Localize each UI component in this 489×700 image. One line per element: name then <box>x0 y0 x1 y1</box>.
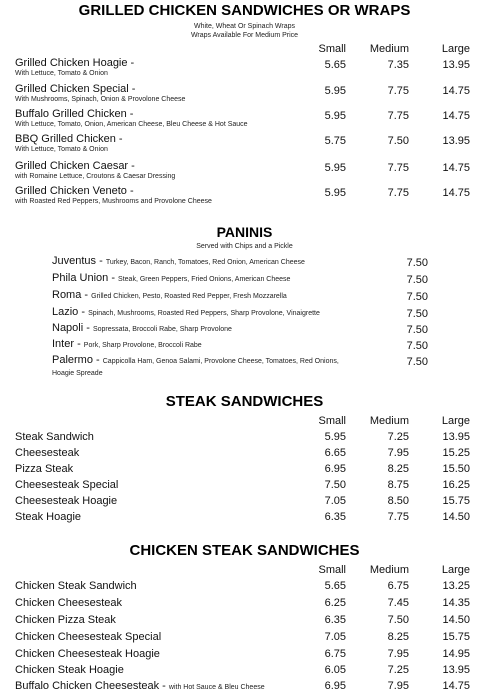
price: 7.50 <box>406 291 428 303</box>
section-title-grilled-chicken: GRILLED CHICKEN SANDWICHES OR WRAPS <box>78 2 411 19</box>
price-large: 13.95 <box>442 59 470 71</box>
section-title-steak: STEAK SANDWICHES <box>165 393 324 410</box>
price-large: 15.75 <box>442 495 470 507</box>
price-small: 6.05 <box>324 664 346 676</box>
price-medium: 8.75 <box>387 479 409 491</box>
price-medium: 7.75 <box>387 110 409 122</box>
price-large: 14.50 <box>442 614 470 626</box>
price-large: 13.95 <box>442 135 470 147</box>
price-large: 15.50 <box>442 463 470 475</box>
panini-line <box>52 290 352 302</box>
column-header-large: Large <box>441 43 470 55</box>
price-large: 15.25 <box>442 447 470 459</box>
item-name: Chicken Cheesesteak <box>15 597 123 609</box>
item-description: Grilled Chicken, Pesto, Roasted Red Pepper, Fresh Mozzarella <box>91 293 287 300</box>
item-description: Pork, Sharp Provolone, Broccoli Rabe <box>83 342 202 349</box>
price-large: 15.75 <box>442 631 470 643</box>
item-name: Buffalo Chicken Cheesesteak - <box>15 680 166 692</box>
item-name: Grilled Chicken Hoagie - <box>15 57 135 69</box>
price-medium: 7.95 <box>387 447 409 459</box>
item-description: Sopressata, Broccoli Rabe, Sharp Provolone <box>92 326 232 333</box>
item-description: with Roasted Red Peppers, Mushrooms and Provolone Cheese <box>15 198 212 205</box>
item-name: Chicken Pizza Steak <box>15 614 116 626</box>
price-large: 14.95 <box>442 648 470 660</box>
column-header-medium: Medium <box>369 43 409 55</box>
price-small: 5.95 <box>324 187 346 199</box>
item-name: BBQ Grilled Chicken - <box>15 133 123 145</box>
price: 7.50 <box>406 324 428 336</box>
item-name: Cheesesteak Special <box>15 479 119 491</box>
price-large: 13.95 <box>442 664 470 676</box>
item-line <box>15 680 265 692</box>
price-medium: 7.75 <box>387 162 409 174</box>
price: 7.50 <box>406 356 428 368</box>
item-description: With Mushrooms, Spinach, Onion & Provolone Cheese <box>15 96 186 103</box>
price-large: 14.50 <box>442 511 470 523</box>
panini-line <box>52 323 352 335</box>
price-medium: 7.50 <box>387 135 409 147</box>
price-medium: 8.50 <box>387 495 409 507</box>
panini-line <box>52 339 352 351</box>
price: 7.50 <box>406 340 428 352</box>
item-description: with Romaine Lettuce, Croutons & Caesar Dressing <box>15 173 176 180</box>
item-description: With Lettuce, Tomato & Onion <box>15 146 108 153</box>
column-header-small: Small <box>318 415 346 427</box>
item-name: Steak Sandwich <box>15 431 94 443</box>
price-small: 7.50 <box>324 479 346 491</box>
section-title-paninis: PANINIS <box>216 224 273 240</box>
price-large: 14.75 <box>442 187 470 199</box>
item-description: With Lettuce, Tomato, Onion, American Cheese, Bleu Cheese & Hot Sauce <box>15 121 248 128</box>
column-header-large: Large <box>441 564 470 576</box>
panini-line <box>52 355 352 379</box>
item-name: Lazio - <box>52 306 86 318</box>
price-small: 6.25 <box>324 597 346 609</box>
price-small: 6.95 <box>324 680 346 692</box>
item-name: Chicken Cheesesteak Special <box>15 631 162 643</box>
item-name: Buffalo Grilled Chicken - <box>15 108 134 120</box>
price-small: 5.95 <box>324 110 346 122</box>
price-small: 7.05 <box>324 631 346 643</box>
price: 7.50 <box>406 257 428 269</box>
column-header-large: Large <box>441 415 470 427</box>
column-header-medium: Medium <box>369 564 409 576</box>
item-name: Steak Hoagie <box>15 511 82 523</box>
item-name: Grilled Chicken Caesar - <box>15 160 135 172</box>
price-medium: 7.75 <box>387 85 409 97</box>
section-title-chicken-steak: CHICKEN STEAK SANDWICHES <box>129 542 360 559</box>
item-name: Inter - <box>52 338 81 350</box>
panini-line <box>52 307 352 319</box>
price-medium: 8.25 <box>387 631 409 643</box>
price-medium: 7.25 <box>387 664 409 676</box>
price-medium: 6.75 <box>387 580 409 592</box>
column-header-small: Small <box>318 43 346 55</box>
panini-line <box>52 256 352 268</box>
price-medium: 8.25 <box>387 463 409 475</box>
item-name: Roma - <box>52 289 89 301</box>
price-medium: 7.25 <box>387 431 409 443</box>
price-large: 14.75 <box>442 85 470 97</box>
item-name: Phila Union - <box>52 272 115 284</box>
column-header-small: Small <box>318 564 346 576</box>
wraps-subtitle-2: Wraps Available For Medium Price <box>190 32 299 39</box>
price-large: 14.75 <box>442 162 470 174</box>
item-name: Cheesesteak <box>15 447 80 459</box>
price-large: 14.75 <box>442 110 470 122</box>
price-small: 7.05 <box>324 495 346 507</box>
price-medium: 7.95 <box>387 648 409 660</box>
price-large: 14.75 <box>442 680 470 692</box>
price-small: 5.75 <box>324 135 346 147</box>
item-name: Cheesesteak Hoagie <box>15 495 118 507</box>
item-description: Steak, Green Peppers, Fried Onions, American Cheese <box>118 276 291 283</box>
panini-line <box>52 273 352 285</box>
price-small: 6.65 <box>324 447 346 459</box>
item-description: with Hot Sauce & Bleu Cheese <box>168 684 265 691</box>
price-medium: 7.75 <box>387 511 409 523</box>
item-description: Spinach, Mushrooms, Roasted Red Peppers, Sharp Provolone, Vinaigrette <box>88 310 320 317</box>
item-name: Napoli - <box>52 322 90 334</box>
item-name: Chicken Cheesesteak Hoagie <box>15 648 160 660</box>
item-name: Palermo - <box>52 354 100 366</box>
price-small: 5.95 <box>324 431 346 443</box>
price: 7.50 <box>406 308 428 320</box>
price-large: 16.25 <box>442 479 470 491</box>
price-medium: 7.75 <box>387 187 409 199</box>
price-small: 5.65 <box>324 59 346 71</box>
price-small: 5.65 <box>324 580 346 592</box>
price-medium: 7.95 <box>387 680 409 692</box>
column-header-medium: Medium <box>369 415 409 427</box>
price-medium: 7.45 <box>387 597 409 609</box>
item-description: Cappicolla Ham, Genoa Salami, Provolone Cheese, Tomatoes, Red Onions, Hoagie Spreade <box>52 358 339 377</box>
price-small: 5.95 <box>324 85 346 97</box>
item-name: Grilled Chicken Special - <box>15 83 136 95</box>
price-small: 6.95 <box>324 463 346 475</box>
price-small: 6.75 <box>324 648 346 660</box>
item-name: Juventus - <box>52 255 103 267</box>
price-large: 14.35 <box>442 597 470 609</box>
price-small: 6.35 <box>324 511 346 523</box>
price-large: 13.95 <box>442 431 470 443</box>
price-small: 6.35 <box>324 614 346 626</box>
item-name: Chicken Steak Hoagie <box>15 664 124 676</box>
item-name: Pizza Steak <box>15 463 74 475</box>
item-description: Turkey, Bacon, Ranch, Tomatoes, Red Onion, American Cheese <box>105 259 305 266</box>
price-medium: 7.50 <box>387 614 409 626</box>
wraps-subtitle-1: White, Wheat Or Spinach Wraps <box>193 23 296 30</box>
price-medium: 7.35 <box>387 59 409 71</box>
item-name: Chicken Steak Sandwich <box>15 580 137 592</box>
price-small: 5.95 <box>324 162 346 174</box>
price: 7.50 <box>406 274 428 286</box>
item-description: With Lettuce, Tomato & Onion <box>15 70 108 77</box>
price-large: 13.25 <box>442 580 470 592</box>
item-name: Grilled Chicken Veneto - <box>15 185 134 197</box>
paninis-subtitle: Served with Chips and a Pickle <box>196 243 293 250</box>
